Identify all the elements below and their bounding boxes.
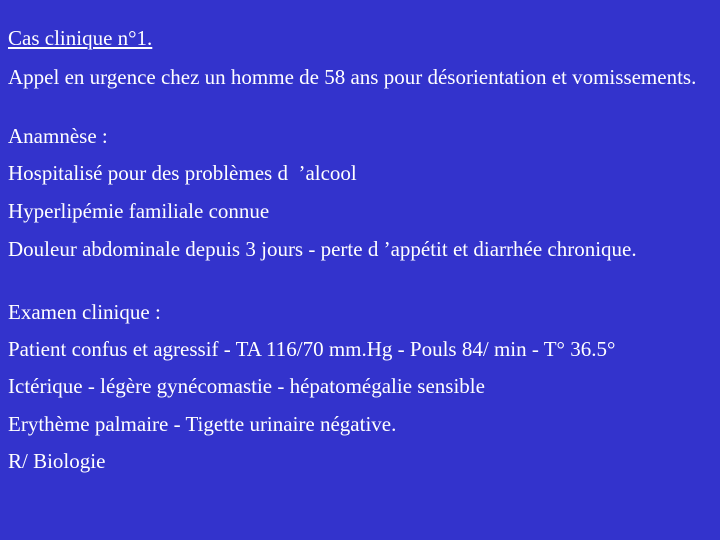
clinical-exam-vitals: Patient confus et agressif - TA 116/70 mm.Hg - Pouls 84/ min - T° 36.5° — [8, 337, 616, 361]
anamnesis-heading: Anamnèse : — [8, 124, 108, 148]
clinical-exam-extra-findings: Erythème palmaire - Tigette urinaire négative. — [8, 412, 397, 436]
anamnesis-item-hyperlipidemia: Hyperlipémie familiale connue — [8, 199, 270, 223]
slide-title: Cas clinique n°1. — [8, 26, 153, 50]
case-intro-text: Appel en urgence chez un homme de 58 ans pour désorientation et vomissements. — [8, 65, 697, 89]
anamnesis-item-alcohol: Hospitalisé pour des problèmes d ’alcool — [8, 161, 357, 185]
clinical-exam-heading: Examen clinique : — [8, 300, 161, 324]
clinical-exam-findings: Ictérique - légère gynécomastie - hépatomégalie sensible — [8, 374, 485, 398]
biology-request: R/ Biologie — [8, 449, 106, 473]
anamnesis-item-abdominal-pain: Douleur abdominale depuis 3 jours - perte d ’appétit et diarrhée chronique. — [8, 237, 637, 261]
